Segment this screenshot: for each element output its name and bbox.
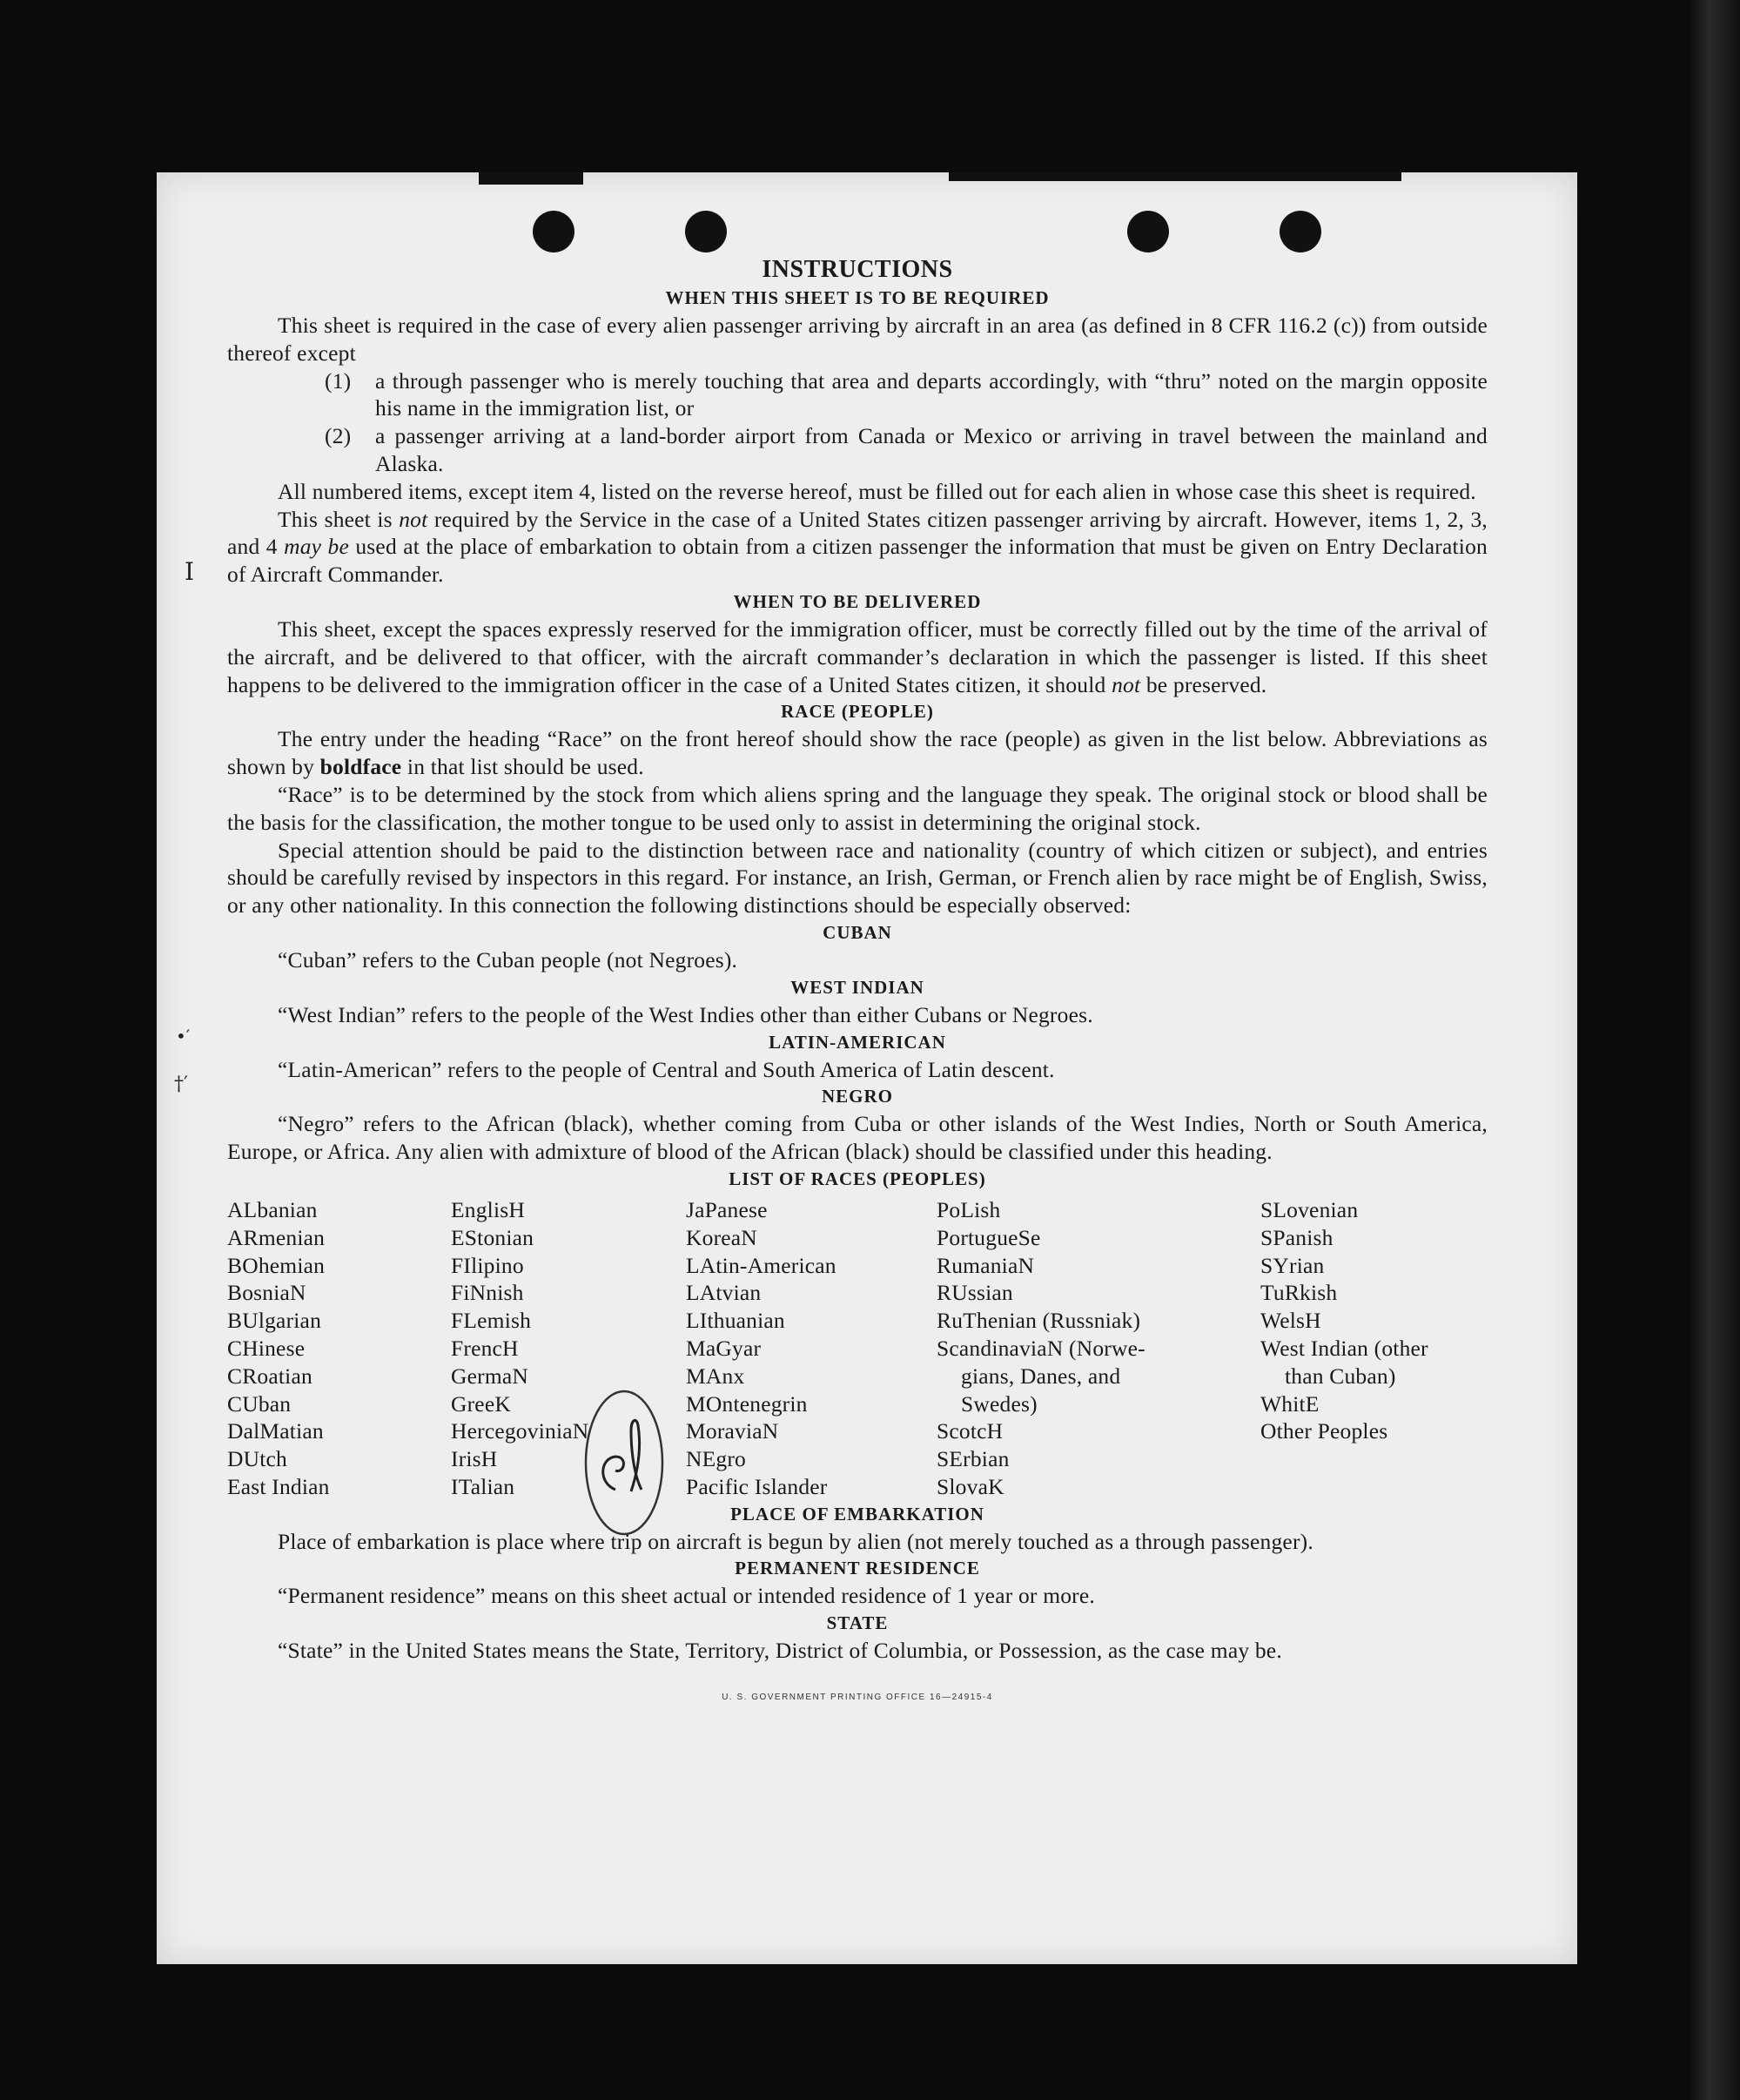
race-list-item: JaPanese [686, 1196, 768, 1222]
race-list-item: DalMatian [227, 1418, 324, 1444]
race-list-item: WelsH [1260, 1308, 1321, 1334]
page-title: INSTRUCTIONS [762, 256, 953, 283]
paragraph: This sheet is required in the case of every alien passenger arriving by aircraft in an area (as defined in 8 CFR 116.2 (c)) from outside thereof except [227, 313, 1488, 366]
race-list-item: ScandinaviaN (Norwe- [937, 1335, 1145, 1361]
race-list-item: FIlipino [451, 1252, 524, 1278]
punch-hole [1280, 211, 1321, 252]
section-heading-when-delivered: WHEN TO BE DELIVERED [733, 590, 982, 612]
races-column [1260, 1196, 1487, 1501]
races-list [227, 1196, 1488, 1501]
race-list-item: RUssian [937, 1280, 1013, 1306]
race-list-item: PoLish [937, 1196, 1001, 1222]
race-list-item: SLovenian [1260, 1196, 1359, 1222]
race-list-item: MOntenegrin [686, 1390, 808, 1417]
printer-imprint: U. S. GOVERNMENT PRINTING OFFICE 16—24915-4 [722, 1693, 993, 1703]
margin-mark: •′ [176, 1026, 191, 1047]
paragraph: “Race” is to be determined by the stock from which aliens spring and the language they speak. The original stock or blood shall be the basis for the classification, the mother tongue to be used only to assist in determining the original stock. [227, 781, 1488, 835]
text-run: used at the place of embarkation to obtain from a citizen passenger the information that must be given on Entry Declaration of Aircraft Commander. [227, 534, 1488, 588]
race-list-item: MaGyar [686, 1335, 762, 1361]
race-list-item: RuThenian (Russniak) [937, 1308, 1141, 1334]
paragraph: “West Indian” refers to the people of the West Indies other than either Cubans or Negroes. [278, 1001, 1093, 1027]
race-list-item: FiNnish [451, 1280, 524, 1306]
paragraph: Special attention should be paid to the distinction between race and nationality (country of which citizen or subject), and entries should be carefully revised by inspectors in this regard. For instance, an Irish, German, or French alien by race might be of English, Swiss, or any other nationality. In this connection the following distinctions should be especially observed: [227, 837, 1488, 919]
race-list-item: HercegoviniaN [451, 1418, 589, 1444]
punch-hole [685, 211, 727, 252]
race-list-item: NEgro [686, 1446, 746, 1472]
race-list-item: ARmenian [227, 1224, 326, 1250]
paragraph [227, 616, 1488, 698]
race-list-item: IrisH [451, 1446, 498, 1472]
races-column [451, 1196, 686, 1501]
section-heading-west-indian: WEST INDIAN [790, 976, 924, 998]
race-list-item: BUlgarian [227, 1308, 322, 1334]
italic-text: may be [284, 534, 349, 560]
item-number: (1) [325, 367, 352, 394]
races-column [686, 1196, 937, 1501]
race-list-item: SlovaK [937, 1473, 1004, 1499]
paragraph: “Negro” refers to the African (black), whether coming from Cuba or other islands of the West Indies, North or South America, Europe, or Africa. Any alien with admixture of blood of the African (black) should be classified under this heading. [227, 1111, 1488, 1165]
race-list-item: Swedes) [961, 1390, 1038, 1417]
race-list-item: CHinese [227, 1335, 306, 1361]
item-text: a through passenger who is merely touching that area and departs accordingly, with “thru” noted on the margin opposite his name in the immigration list, or [375, 367, 1488, 421]
margin-mark: †′ [174, 1074, 188, 1095]
section-heading-place-of-embarkation: PLACE OF EMBARKATION [730, 1503, 984, 1525]
section-heading-when-required: WHEN THIS SHEET IS TO BE REQUIRED [665, 287, 1050, 308]
paragraph [227, 506, 1488, 589]
race-list-item: FLemish [451, 1308, 532, 1334]
section-heading-cuban: CUBAN [823, 921, 892, 943]
bold-text: boldface [319, 754, 402, 780]
section-heading-permanent-residence: PERMANENT RESIDENCE [735, 1558, 980, 1579]
italic-text: not [399, 506, 428, 532]
section-heading-state: STATE [826, 1612, 889, 1634]
section-heading-list-of-races: LIST OF RACES (PEOPLES) [729, 1168, 986, 1189]
punch-hole [533, 211, 574, 252]
list-item [325, 422, 1488, 478]
races-column [227, 1196, 451, 1501]
italic-text: not [1112, 671, 1141, 697]
race-list-item: CUban [227, 1390, 292, 1417]
race-list-item: LAtvian [686, 1280, 762, 1306]
race-list-item: BOhemian [227, 1252, 326, 1278]
race-list-item: GermaN [451, 1363, 528, 1389]
race-list-item: SPanish [1260, 1224, 1334, 1250]
item-text: a passenger arriving at a land-border airport from Canada or Mexico or arriving in travel between the mainland and Alaska. [375, 423, 1488, 476]
paragraph: “Permanent residence” means on this sheet actual or intended residence of 1 year or more. [278, 1583, 1095, 1609]
race-list-item: than Cuban) [1285, 1363, 1396, 1389]
race-list-item: West Indian (other [1260, 1335, 1428, 1361]
race-list-item: ITalian [451, 1473, 515, 1499]
race-list-item: EStonian [451, 1224, 534, 1250]
paragraph: “Cuban” refers to the Cuban people (not Negroes). [278, 946, 738, 973]
section-heading-latin-american: LATIN-AMERICAN [769, 1031, 946, 1053]
race-list-item: TuRkish [1260, 1280, 1338, 1306]
races-column [937, 1196, 1260, 1501]
paragraph: Place of embarkation is place where trip on aircraft is begun by alien (not merely touched as a through passenger). [278, 1528, 1313, 1554]
text-run: required by the Service in the case of a United States citizen passenger arriving by aircraft. However, items 1, 2, 3, and 4 [227, 506, 1488, 560]
list-item [325, 367, 1488, 423]
race-list-item: East Indian [227, 1473, 330, 1499]
text-run: This sheet, except the spaces expressly reserved for the immigration officer, must be correctly filled out by the time of the arrival of the aircraft, and be delivered to that officer, with the aircraft commander’s declaration in which the passenger is listed. If this sheet happens to be delivered to the immigration officer in the case of a United States citizen, it should [227, 616, 1488, 697]
race-list-item: PortugueSe [937, 1224, 1041, 1250]
race-list-item: GreeK [451, 1390, 511, 1417]
race-list-item: RumaniaN [937, 1252, 1035, 1278]
race-list-item: gians, Danes, and [961, 1363, 1121, 1389]
text-run: be preserved. [1140, 671, 1267, 697]
text-run: The entry under the heading “Race” on the front hereof should show the race (people) as given in the list below. Abbreviations as shown by [227, 726, 1488, 780]
race-list-item: ALbanian [227, 1196, 318, 1222]
torn-edge [479, 172, 583, 185]
race-list-item: CRoatian [227, 1363, 312, 1389]
paragraph: “State” in the United States means the State, Territory, District of Columbia, or Possession, as the case may be. [278, 1638, 1282, 1664]
paragraph [227, 725, 1488, 781]
race-list-item: LAtin-American [686, 1252, 836, 1278]
race-list-item: ScotcH [937, 1418, 1004, 1444]
race-list-item: MoraviaN [686, 1418, 779, 1444]
punch-hole [1127, 211, 1169, 252]
scan-edge [1689, 0, 1740, 2100]
race-list-item: Pacific Islander [686, 1473, 828, 1499]
paragraph: “Latin-American” refers to the people of Central and South America of Latin descent. [278, 1056, 1055, 1082]
torn-edge [949, 172, 1401, 181]
paragraph: All numbered items, except item 4, listed on the reverse hereof, must be filled out for each alien in whose case this sheet is required. [278, 478, 1476, 504]
section-heading-negro: NEGRO [821, 1086, 893, 1107]
margin-mark: I [185, 557, 195, 586]
race-list-item: SYrian [1260, 1252, 1325, 1278]
race-list-item: Other Peoples [1260, 1418, 1388, 1444]
text-run: This sheet is [278, 506, 400, 532]
race-list-item: WhitE [1260, 1390, 1320, 1417]
document-sheet [157, 172, 1577, 1964]
race-list-item: MAnx [686, 1363, 745, 1389]
race-list-item: DUtch [227, 1446, 287, 1472]
race-list-item: LIthuanian [686, 1308, 785, 1334]
instructions-body [227, 255, 1488, 1712]
race-list-item: SErbian [937, 1446, 1010, 1472]
race-list-item: BosniaN [227, 1280, 306, 1306]
race-list-item: KoreaN [686, 1224, 757, 1250]
race-list-item: EnglisH [451, 1196, 525, 1222]
race-list-item: FrencH [451, 1335, 519, 1361]
text-run: in that list should be used. [401, 754, 644, 780]
item-number: (2) [325, 423, 352, 449]
section-heading-race: RACE (PEOPLE) [781, 701, 934, 723]
